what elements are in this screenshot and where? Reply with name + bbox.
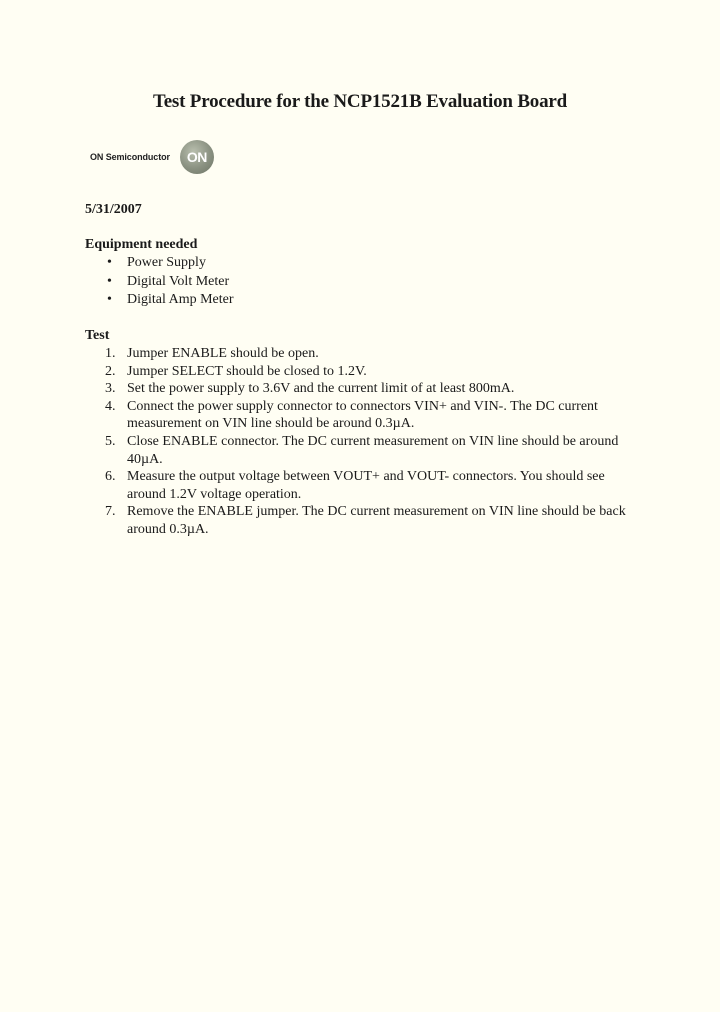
list-item: [85, 380, 645, 398]
test-heading: Test: [85, 328, 110, 343]
bullet-icon: •: [107, 255, 112, 270]
list-item: [85, 468, 645, 503]
step-number: 6.: [105, 469, 116, 485]
step-number: 4.: [105, 398, 116, 414]
document-date: 5/31/2007: [85, 202, 142, 217]
test-steps-list: [85, 345, 645, 539]
list-item: [85, 363, 645, 381]
list-item: [85, 345, 645, 363]
step-text: Measure the output voltage between VOUT+ and VOUT- connectors. You should see around 1.2V voltage operation.: [127, 469, 605, 502]
equipment-item-label: Digital Volt Meter: [127, 273, 230, 289]
step-number: 5.: [105, 433, 116, 449]
step-text: Set the power supply to 3.6V and the current limit of at least 800mA.: [127, 381, 515, 397]
list-item: [85, 433, 645, 468]
list-item: [85, 273, 645, 292]
equipment-heading: Equipment needed: [85, 237, 198, 252]
company-name: ON Semiconductor: [90, 152, 170, 162]
step-number: 2.: [105, 363, 116, 379]
document-title: Test Procedure for the NCP1521B Evaluation Board: [152, 91, 568, 112]
list-item: [85, 291, 645, 310]
bullet-icon: •: [107, 292, 112, 307]
equipment-item-label: Power Supply: [127, 255, 206, 270]
step-text: Close ENABLE connector. The DC current measurement on VIN line should be around 40µA.: [127, 433, 619, 467]
step-text: Remove the ENABLE jumper. The DC current measurement on VIN line should be back around 0.3µA.: [127, 504, 626, 537]
equipment-section: [85, 236, 645, 310]
step-number: 7.: [105, 504, 116, 520]
list-item: [85, 398, 645, 433]
list-item: [85, 254, 645, 273]
logo-mark-text: ON: [186, 149, 207, 165]
step-text: Jumper SELECT should be closed to 1.2V.: [127, 363, 367, 379]
list-item: [85, 503, 645, 538]
equipment-item-label: Digital Amp Meter: [127, 292, 234, 307]
step-number: 3.: [105, 381, 116, 397]
step-number: 1.: [105, 346, 116, 361]
bullet-icon: •: [107, 273, 112, 289]
equipment-list: [85, 254, 645, 310]
test-section: [85, 327, 645, 539]
step-text: Jumper ENABLE should be open.: [127, 346, 319, 361]
company-logo: [90, 139, 214, 175]
on-logo-icon: [180, 140, 214, 174]
step-text: Connect the power supply connector to connectors VIN+ and VIN-. The DC current measurement on VIN line should be around 0.3µA.: [127, 398, 598, 432]
